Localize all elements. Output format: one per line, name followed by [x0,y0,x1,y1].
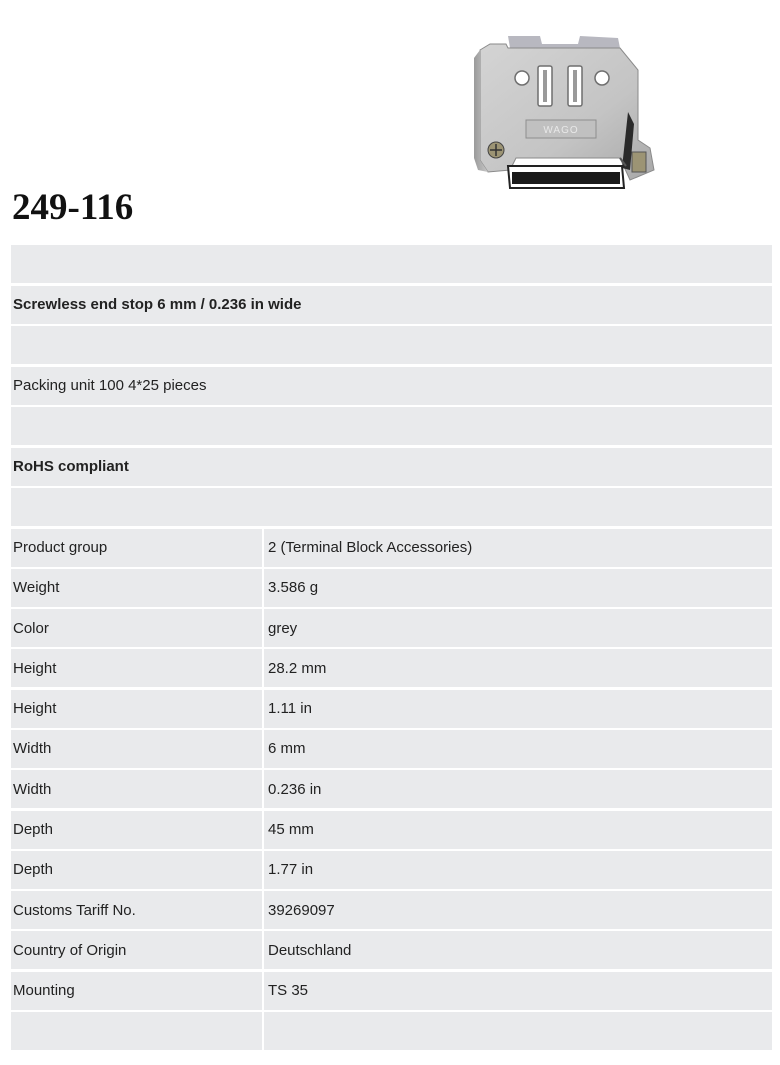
spec-row [11,770,772,808]
info-row-blank [11,488,772,526]
rohs-status: RoHS compliant [13,458,129,475]
datasheet-table [11,245,772,1052]
spec-row [11,972,772,1010]
spec-label: Width [13,740,52,758]
spec-row [11,811,772,849]
spec-value: 6 mm [262,730,772,768]
spec-value: 28.2 mm [262,649,772,687]
info-row-packing [11,367,772,405]
spec-label: Depth [13,821,54,839]
info-row-description [11,286,772,324]
spec-row [11,649,772,687]
spec-label: Weight [13,579,60,597]
info-row-blank [11,407,772,445]
spec-row [11,851,772,889]
spec-row [11,569,772,607]
spec-label: Width [13,780,52,798]
spec-value: 2 (Terminal Block Accessories) [262,529,772,567]
info-row-blank [11,326,772,364]
spec-label: Color [13,619,49,637]
product-image-label: WAGO [543,125,579,136]
spec-row [11,891,772,929]
spec-row [11,529,772,567]
spec-value: Deutschland [262,931,772,969]
spec-label: Mounting [13,982,75,1000]
spec-value: 1.11 in [262,690,772,728]
spec-value: 45 mm [262,811,772,849]
spec-label: Product group [13,539,108,556]
spec-value: 3.586 g [262,569,772,607]
spec-label: Height [13,700,57,718]
spec-value: grey [262,609,772,647]
spec-value: 1.77 in [262,851,772,889]
spec-label: Depth [13,861,54,879]
info-row-blank [11,245,772,283]
spec-value: 39269097 [262,891,772,929]
part-number-title: 249-116 [12,187,134,228]
spec-label [11,1012,262,1050]
spec-value: TS 35 [262,972,772,1010]
spec-row-empty [11,1012,772,1050]
product-image [470,30,660,195]
spec-row [11,609,772,647]
spec-label: Height [13,659,57,677]
spec-row [11,730,772,768]
spec-value: 0.236 in [262,770,772,808]
spec-row [11,690,772,728]
spec-label: Country of Origin [13,941,127,959]
product-description: Screwless end stop 6 mm / 0.236 in wide [13,296,302,313]
info-row-rohs [11,448,772,486]
spec-label: Customs Tariff No. [13,901,136,919]
packing-unit-text: Packing unit 100 4*25 pieces [13,377,207,394]
spec-row [11,931,772,969]
spec-value [262,1012,772,1050]
